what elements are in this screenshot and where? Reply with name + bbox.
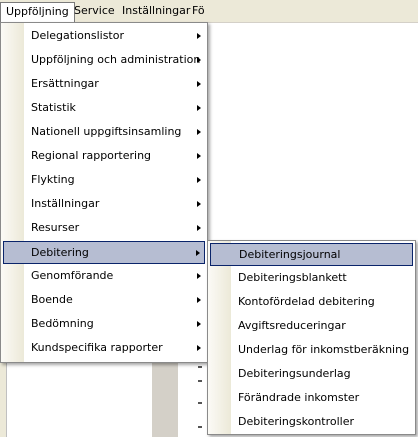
submenu-arrow-icon bbox=[197, 273, 201, 279]
submenu-arrow-icon bbox=[197, 225, 201, 231]
menu-item-label: Inställningar bbox=[31, 197, 100, 210]
menu-item-label: Avgiftsreduceringar bbox=[238, 319, 346, 332]
submenu-arrow-icon bbox=[197, 321, 201, 327]
menu-item-label: Kundspecifika rapporter bbox=[31, 341, 163, 354]
menu-item-flykting[interactable] bbox=[3, 169, 205, 192]
submenu-arrow-icon bbox=[197, 201, 201, 207]
menu-item-bedomning[interactable] bbox=[3, 313, 205, 336]
menu-item-label: Boende bbox=[31, 293, 73, 306]
submenu-arrow-icon bbox=[197, 81, 201, 87]
menubar-item-service[interactable]: Service bbox=[74, 4, 115, 17]
submenu-arrow-icon bbox=[197, 105, 201, 111]
submenu-arrow-icon bbox=[197, 57, 201, 63]
submenu-arrow-icon bbox=[197, 129, 201, 135]
background-mark bbox=[198, 380, 202, 382]
menu-item-installningar[interactable] bbox=[3, 193, 205, 216]
submenu-item-debiteringsblankett[interactable] bbox=[210, 267, 413, 290]
menubar-item-truncated[interactable]: Fö bbox=[192, 4, 205, 17]
menu-item-label: Bedömning bbox=[31, 317, 94, 330]
submenu-item-debiteringsunderlag[interactable] bbox=[210, 363, 413, 386]
menu-item-label: Underlag för inkomstberäkning bbox=[238, 343, 410, 356]
background-mark bbox=[198, 426, 202, 428]
submenu-arrow-icon bbox=[197, 345, 201, 351]
menu-item-label: Debiteringsunderlag bbox=[238, 367, 351, 380]
submenu-arrow-icon bbox=[197, 177, 201, 183]
submenu-arrow-icon bbox=[197, 297, 201, 303]
menu-item-resurser[interactable] bbox=[3, 217, 205, 240]
submenu-arrow-icon bbox=[197, 153, 201, 159]
menu-item-label: Kontofördelad debitering bbox=[238, 295, 375, 308]
menu-item-label: Statistik bbox=[31, 101, 76, 114]
menu-item-label: Debitering bbox=[31, 246, 89, 259]
background-window-content bbox=[150, 362, 210, 437]
menu-item-uppfoljning-och-administration[interactable] bbox=[3, 49, 205, 72]
menu-item-label: Uppföljning och administration bbox=[31, 53, 201, 66]
menu-item-label: Resurser bbox=[31, 221, 80, 234]
submenu-item-underlag-for-inkomstberakning[interactable] bbox=[210, 339, 413, 362]
submenu-item-forandrade-inkomster[interactable] bbox=[210, 387, 413, 410]
menu-item-delegationslistor[interactable] bbox=[3, 25, 205, 48]
submenu-item-kontofordelad-debitering[interactable] bbox=[210, 291, 413, 314]
menu-item-kundspecifika-rapporter[interactable] bbox=[3, 337, 205, 360]
background-panel bbox=[152, 362, 178, 437]
submenu-item-debiteringsjournal[interactable] bbox=[210, 243, 413, 266]
menubar-item-installningar[interactable]: Inställningar bbox=[122, 4, 191, 17]
menu-item-label: Flykting bbox=[31, 173, 75, 186]
menu-item-label: Regional rapportering bbox=[31, 149, 152, 162]
menu-item-regional-rapportering[interactable] bbox=[3, 145, 205, 168]
submenu-item-avgiftsreduceringar[interactable] bbox=[210, 315, 413, 338]
menubar-item-uppfoljning[interactable]: Uppföljning bbox=[0, 2, 75, 23]
menu-item-label: Delegationslistor bbox=[31, 29, 124, 42]
menu-item-label: Ersättningar bbox=[31, 77, 99, 90]
menu-item-label: Debiteringsblankett bbox=[238, 271, 347, 284]
menu-item-statistik[interactable] bbox=[3, 97, 205, 120]
menu-item-ersattningar[interactable] bbox=[3, 73, 205, 96]
submenu-item-debiteringskontroller[interactable] bbox=[210, 411, 413, 434]
background-mark bbox=[198, 366, 202, 368]
debitering-submenu bbox=[207, 240, 416, 435]
menu-item-boende[interactable] bbox=[3, 289, 205, 312]
background-mark bbox=[198, 402, 202, 404]
menu-item-debitering[interactable] bbox=[3, 241, 205, 264]
menu-bar bbox=[0, 0, 418, 23]
menu-item-label: Debiteringsjournal bbox=[239, 248, 341, 261]
menu-item-label: Genomförande bbox=[31, 269, 114, 282]
submenu-arrow-icon bbox=[197, 33, 201, 39]
menu-item-genomforande[interactable] bbox=[3, 265, 205, 288]
menu-item-label: Debiteringskontroller bbox=[238, 415, 355, 428]
uppfoljning-menu bbox=[0, 22, 208, 363]
menu-item-nationell-uppgiftsinsamling[interactable] bbox=[3, 121, 205, 144]
menu-item-label: Nationell uppgiftsinsamling bbox=[31, 125, 182, 138]
menu-item-label: Förändrade inkomster bbox=[238, 391, 360, 404]
submenu-arrow-icon bbox=[196, 250, 200, 256]
